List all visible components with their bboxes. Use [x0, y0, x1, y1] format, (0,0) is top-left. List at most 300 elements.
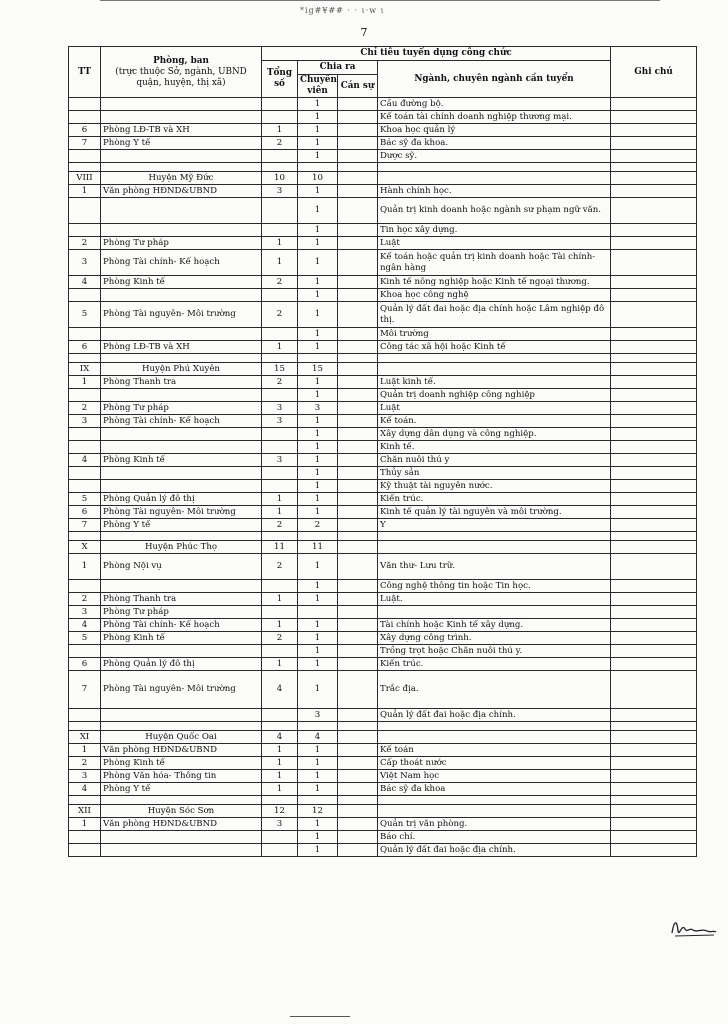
total-cell: [262, 467, 298, 480]
dept-cell: Phòng Y tế: [101, 519, 262, 532]
major-cell: Kế toán.: [378, 415, 611, 428]
dept-cell: [101, 467, 262, 480]
specialist-cell: 1: [298, 111, 338, 124]
total-cell: 3: [262, 402, 298, 415]
notes-cell: [611, 237, 697, 250]
officer-cell: [338, 541, 378, 554]
empty-cell: [378, 796, 611, 805]
dept-cell: Phòng Kinh tế: [101, 632, 262, 645]
tt-cell: [69, 198, 101, 224]
total-cell: 3: [262, 454, 298, 467]
major-cell: Trắc địa.: [378, 671, 611, 709]
total-cell: 4: [262, 671, 298, 709]
dept-cell: [101, 441, 262, 454]
specialist-cell: 1: [298, 480, 338, 493]
specialist-cell: 1: [298, 645, 338, 658]
officer-cell: [338, 831, 378, 844]
tt-cell: 7: [69, 671, 101, 709]
major-cell: Thủy sản: [378, 467, 611, 480]
notes-cell: [611, 172, 697, 185]
specialist-cell: 1: [298, 744, 338, 757]
major-cell: Việt Nam học: [378, 770, 611, 783]
empty-cell: [262, 354, 298, 363]
notes-cell: [611, 541, 697, 554]
table-row: [69, 289, 697, 302]
notes-cell: [611, 619, 697, 632]
notes-cell: [611, 467, 697, 480]
officer-cell: [338, 276, 378, 289]
notes-cell: [611, 580, 697, 593]
notes-cell: [611, 276, 697, 289]
officer-cell: [338, 150, 378, 163]
specialist-cell: 1: [298, 619, 338, 632]
header-notes: Ghi chú: [611, 47, 697, 98]
major-cell: Kế toán: [378, 744, 611, 757]
major-cell: Môi trường: [378, 328, 611, 341]
notes-cell: [611, 111, 697, 124]
officer-cell: [338, 818, 378, 831]
total-cell: 2: [262, 137, 298, 150]
specialist-cell: 1: [298, 844, 338, 857]
total-cell: 1: [262, 593, 298, 606]
tt-cell: [69, 224, 101, 237]
notes-cell: [611, 363, 697, 376]
notes-cell: [611, 480, 697, 493]
notes-cell: [611, 770, 697, 783]
officer-cell: [338, 619, 378, 632]
header-department-subtitle: (trực thuộc Sở, ngành, UBND quận, huyện, thị xã): [115, 66, 247, 88]
empty-cell: [101, 722, 262, 731]
table-row: [69, 844, 697, 857]
notes-cell: [611, 844, 697, 857]
officer-cell: [338, 111, 378, 124]
dept-cell: [101, 224, 262, 237]
tt-cell: [69, 441, 101, 454]
dept-cell: [101, 580, 262, 593]
table-row: [69, 831, 697, 844]
specialist-cell: 1: [298, 376, 338, 389]
officer-cell: [338, 237, 378, 250]
total-cell: 3: [262, 818, 298, 831]
table-row: [69, 658, 697, 671]
dept-cell: Phòng Tư pháp: [101, 402, 262, 415]
dept-cell: [101, 831, 262, 844]
total-cell: 3: [262, 415, 298, 428]
empty-cell: [338, 532, 378, 541]
notes-cell: [611, 250, 697, 276]
header-quota: Chỉ tiêu tuyển dụng công chức: [262, 47, 611, 61]
table-row: [69, 111, 697, 124]
tt-cell: VIII: [69, 172, 101, 185]
total-cell: 4: [262, 731, 298, 744]
specialist-cell: 12: [298, 805, 338, 818]
total-cell: [262, 709, 298, 722]
dept-cell: Phòng Tư pháp: [101, 237, 262, 250]
specialist-cell: 1: [298, 770, 338, 783]
table-row: [69, 376, 697, 389]
dept-cell: [101, 389, 262, 402]
dept-cell: [101, 111, 262, 124]
empty-cell: [611, 722, 697, 731]
tt-cell: [69, 98, 101, 111]
dept-cell: Huyện Mỹ Đức: [101, 172, 262, 185]
dept-cell: Phòng Quản lý đô thị: [101, 658, 262, 671]
total-cell: 3: [262, 185, 298, 198]
officer-cell: [338, 98, 378, 111]
table-row: [69, 415, 697, 428]
tt-cell: [69, 150, 101, 163]
major-cell: Luật kinh tế.: [378, 376, 611, 389]
table-row: [69, 137, 697, 150]
major-cell: [378, 805, 611, 818]
officer-cell: [338, 441, 378, 454]
tt-cell: [69, 328, 101, 341]
major-cell: [378, 363, 611, 376]
dept-cell: Phòng Nội vụ: [101, 554, 262, 580]
header-department-title: Phòng, ban: [153, 55, 209, 66]
dept-cell: Phòng Tài chính- Kế hoạch: [101, 619, 262, 632]
table-row: [69, 198, 697, 224]
specialist-cell: 10: [298, 172, 338, 185]
empty-cell: [611, 354, 697, 363]
header-officer: Cán sự: [338, 75, 378, 98]
tt-cell: XII: [69, 805, 101, 818]
table-row: [69, 606, 697, 619]
total-cell: 1: [262, 124, 298, 137]
tt-cell: 2: [69, 402, 101, 415]
notes-cell: [611, 493, 697, 506]
table-row: [69, 328, 697, 341]
specialist-cell: 11: [298, 541, 338, 554]
empty-cell: [69, 722, 101, 731]
specialist-cell: 1: [298, 224, 338, 237]
total-cell: 2: [262, 519, 298, 532]
officer-cell: [338, 341, 378, 354]
total-cell: [262, 831, 298, 844]
specialist-cell: 1: [298, 415, 338, 428]
district-section-row: [69, 731, 697, 744]
empty-cell: [101, 532, 262, 541]
total-cell: [262, 289, 298, 302]
specialist-cell: 1: [298, 783, 338, 796]
major-cell: Tài chính hoặc Kinh tế xây dựng.: [378, 619, 611, 632]
dept-cell: [101, 428, 262, 441]
officer-cell: [338, 402, 378, 415]
dept-cell: Phòng Kinh tế: [101, 757, 262, 770]
table-row: [69, 428, 697, 441]
major-cell: Công nghệ thông tin hoặc Tin học.: [378, 580, 611, 593]
officer-cell: [338, 580, 378, 593]
specialist-cell: 1: [298, 580, 338, 593]
empty-cell: [378, 722, 611, 731]
major-cell: Chăn nuôi thú y: [378, 454, 611, 467]
dept-cell: Phòng Văn hóa- Thông tin: [101, 770, 262, 783]
empty-cell: [262, 532, 298, 541]
specialist-cell: 1: [298, 818, 338, 831]
table-row: [69, 493, 697, 506]
total-cell: [262, 328, 298, 341]
major-cell: Kế toán hoặc quản trị kinh doanh hoặc Tài chính- ngân hàng: [378, 250, 611, 276]
major-cell: Văn thư- Lưu trữ.: [378, 554, 611, 580]
notes-cell: [611, 185, 697, 198]
total-cell: 2: [262, 632, 298, 645]
tt-cell: [69, 645, 101, 658]
officer-cell: [338, 454, 378, 467]
specialist-cell: 2: [298, 519, 338, 532]
table-row: [69, 619, 697, 632]
empty-cell: [338, 163, 378, 172]
tt-cell: [69, 389, 101, 402]
page-number: 7: [360, 26, 368, 39]
total-cell: 1: [262, 493, 298, 506]
dept-cell: Phòng Kinh tế: [101, 276, 262, 289]
major-cell: Quản lý đất đai hoặc địa chính.: [378, 844, 611, 857]
tt-cell: [69, 289, 101, 302]
major-cell: Khoa học công nghệ: [378, 289, 611, 302]
major-cell: Luật: [378, 237, 611, 250]
specialist-cell: 1: [298, 150, 338, 163]
tt-cell: [69, 844, 101, 857]
total-cell: 1: [262, 770, 298, 783]
dept-cell: [101, 645, 262, 658]
dept-cell: Phòng LĐ-TB và XH: [101, 341, 262, 354]
dept-cell: Huyện Phúc Thọ: [101, 541, 262, 554]
officer-cell: [338, 744, 378, 757]
major-cell: [378, 172, 611, 185]
specialist-cell: 1: [298, 428, 338, 441]
notes-cell: [611, 137, 697, 150]
table-row: [69, 770, 697, 783]
tt-cell: 3: [69, 606, 101, 619]
specialist-cell: 1: [298, 237, 338, 250]
specialist-cell: 1: [298, 671, 338, 709]
empty-cell: [338, 796, 378, 805]
major-cell: Xây dựng dân dụng và công nghiệp.: [378, 428, 611, 441]
notes-cell: [611, 302, 697, 328]
tt-cell: 3: [69, 770, 101, 783]
specialist-cell: 1: [298, 341, 338, 354]
total-cell: 1: [262, 658, 298, 671]
tt-cell: 6: [69, 124, 101, 137]
officer-cell: [338, 363, 378, 376]
officer-cell: [338, 493, 378, 506]
major-cell: Khoa học quản lý: [378, 124, 611, 137]
dept-cell: Phòng Y tế: [101, 783, 262, 796]
notes-cell: [611, 376, 697, 389]
table-row: [69, 818, 697, 831]
officer-cell: [338, 593, 378, 606]
officer-cell: [338, 709, 378, 722]
table-row: [69, 744, 697, 757]
tt-cell: [69, 111, 101, 124]
notes-cell: [611, 658, 697, 671]
spacer-row: [69, 354, 697, 363]
header-specialist: Chuyên viên: [298, 75, 338, 98]
spacer-row: [69, 163, 697, 172]
tt-cell: 1: [69, 554, 101, 580]
specialist-cell: 1: [298, 441, 338, 454]
empty-cell: [298, 532, 338, 541]
specialist-cell: 1: [298, 467, 338, 480]
dept-cell: [101, 844, 262, 857]
dept-cell: Huyện Quốc Oai: [101, 731, 262, 744]
total-cell: [262, 844, 298, 857]
tt-cell: XI: [69, 731, 101, 744]
major-cell: Xây dựng công trình.: [378, 632, 611, 645]
tt-cell: [69, 480, 101, 493]
dept-cell: Phòng Tài chính- Kế hoạch: [101, 250, 262, 276]
specialist-cell: 1: [298, 658, 338, 671]
dept-cell: Phòng Tài chính- Kế hoạch: [101, 415, 262, 428]
notes-cell: [611, 402, 697, 415]
notes-cell: [611, 124, 697, 137]
major-cell: Tin học xây dựng.: [378, 224, 611, 237]
notes-cell: [611, 519, 697, 532]
header-total: Tổng số: [262, 61, 298, 98]
notes-cell: [611, 757, 697, 770]
total-cell: [262, 606, 298, 619]
empty-cell: [378, 163, 611, 172]
officer-cell: [338, 519, 378, 532]
table-row: [69, 185, 697, 198]
specialist-cell: 3: [298, 709, 338, 722]
dept-cell: Phòng Y tế: [101, 137, 262, 150]
dept-cell: [101, 709, 262, 722]
specialist-cell: 1: [298, 831, 338, 844]
total-cell: 12: [262, 805, 298, 818]
major-cell: Kiến trúc.: [378, 658, 611, 671]
recruitment-quota-table: [68, 46, 697, 857]
tt-cell: [69, 831, 101, 844]
header-breakdown: Chia ra: [298, 61, 378, 75]
table-row: [69, 467, 697, 480]
table-row: [69, 124, 697, 137]
total-cell: [262, 389, 298, 402]
district-section-row: [69, 541, 697, 554]
officer-cell: [338, 783, 378, 796]
table-row: [69, 276, 697, 289]
tt-cell: [69, 580, 101, 593]
empty-cell: [262, 722, 298, 731]
notes-cell: [611, 645, 697, 658]
dept-cell: [101, 98, 262, 111]
specialist-cell: 1: [298, 328, 338, 341]
table-row: [69, 632, 697, 645]
table-row: [69, 341, 697, 354]
total-cell: 1: [262, 744, 298, 757]
notes-cell: [611, 731, 697, 744]
table-row: [69, 441, 697, 454]
specialist-cell: 4: [298, 731, 338, 744]
total-cell: 1: [262, 250, 298, 276]
officer-cell: [338, 124, 378, 137]
total-cell: [262, 198, 298, 224]
bottom-scan-line: [290, 1016, 350, 1017]
dept-cell: Huyện Sóc Sơn: [101, 805, 262, 818]
major-cell: Công tác xã hội hoặc Kinh tế: [378, 341, 611, 354]
tt-cell: [69, 709, 101, 722]
tt-cell: X: [69, 541, 101, 554]
officer-cell: [338, 671, 378, 709]
specialist-cell: 1: [298, 554, 338, 580]
dept-cell: [101, 198, 262, 224]
table-row: [69, 671, 697, 709]
notes-cell: [611, 328, 697, 341]
major-cell: [378, 731, 611, 744]
tt-cell: 5: [69, 493, 101, 506]
header-department: [101, 47, 262, 98]
officer-cell: [338, 389, 378, 402]
major-cell: Quản lý đất đai hoặc địa chính.: [378, 709, 611, 722]
table-row: [69, 519, 697, 532]
officer-cell: [338, 376, 378, 389]
total-cell: [262, 428, 298, 441]
specialist-cell: [298, 606, 338, 619]
notes-cell: [611, 818, 697, 831]
major-cell: Quản trị doanh nghiệp công nghiệp: [378, 389, 611, 402]
total-cell: 15: [262, 363, 298, 376]
empty-cell: [378, 532, 611, 541]
district-section-row: [69, 363, 697, 376]
notes-cell: [611, 744, 697, 757]
officer-cell: [338, 805, 378, 818]
officer-cell: [338, 844, 378, 857]
empty-cell: [69, 532, 101, 541]
total-cell: 2: [262, 554, 298, 580]
total-cell: [262, 150, 298, 163]
total-cell: [262, 98, 298, 111]
specialist-cell: 1: [298, 757, 338, 770]
tt-cell: 4: [69, 454, 101, 467]
major-cell: Cầu đường bộ.: [378, 98, 611, 111]
officer-cell: [338, 185, 378, 198]
total-cell: 1: [262, 506, 298, 519]
major-cell: Hành chính học.: [378, 185, 611, 198]
total-cell: 1: [262, 341, 298, 354]
table-row: [69, 302, 697, 328]
specialist-cell: 1: [298, 389, 338, 402]
notes-cell: [611, 389, 697, 402]
tt-cell: 1: [69, 185, 101, 198]
dept-cell: Văn phòng HĐND&UBND: [101, 818, 262, 831]
officer-cell: [338, 224, 378, 237]
empty-cell: [69, 354, 101, 363]
dept-cell: Phòng Thanh tra: [101, 376, 262, 389]
table-row: [69, 554, 697, 580]
empty-cell: [378, 354, 611, 363]
district-section-row: [69, 172, 697, 185]
notes-cell: [611, 341, 697, 354]
total-cell: [262, 441, 298, 454]
table-row: [69, 454, 697, 467]
major-cell: Kiến trúc.: [378, 493, 611, 506]
major-cell: Quản trị kinh doanh hoặc ngành sư phạm ngữ văn.: [378, 198, 611, 224]
notes-cell: [611, 198, 697, 224]
tt-cell: 7: [69, 519, 101, 532]
empty-cell: [101, 163, 262, 172]
empty-cell: [611, 163, 697, 172]
tt-cell: 7: [69, 137, 101, 150]
tt-cell: IX: [69, 363, 101, 376]
dept-cell: Huyện Phú Xuyên: [101, 363, 262, 376]
tt-cell: 1: [69, 376, 101, 389]
spacer-row: [69, 532, 697, 541]
empty-cell: [298, 722, 338, 731]
notes-cell: [611, 805, 697, 818]
table-row: [69, 389, 697, 402]
dept-cell: Phòng Thanh tra: [101, 593, 262, 606]
officer-cell: [338, 302, 378, 328]
